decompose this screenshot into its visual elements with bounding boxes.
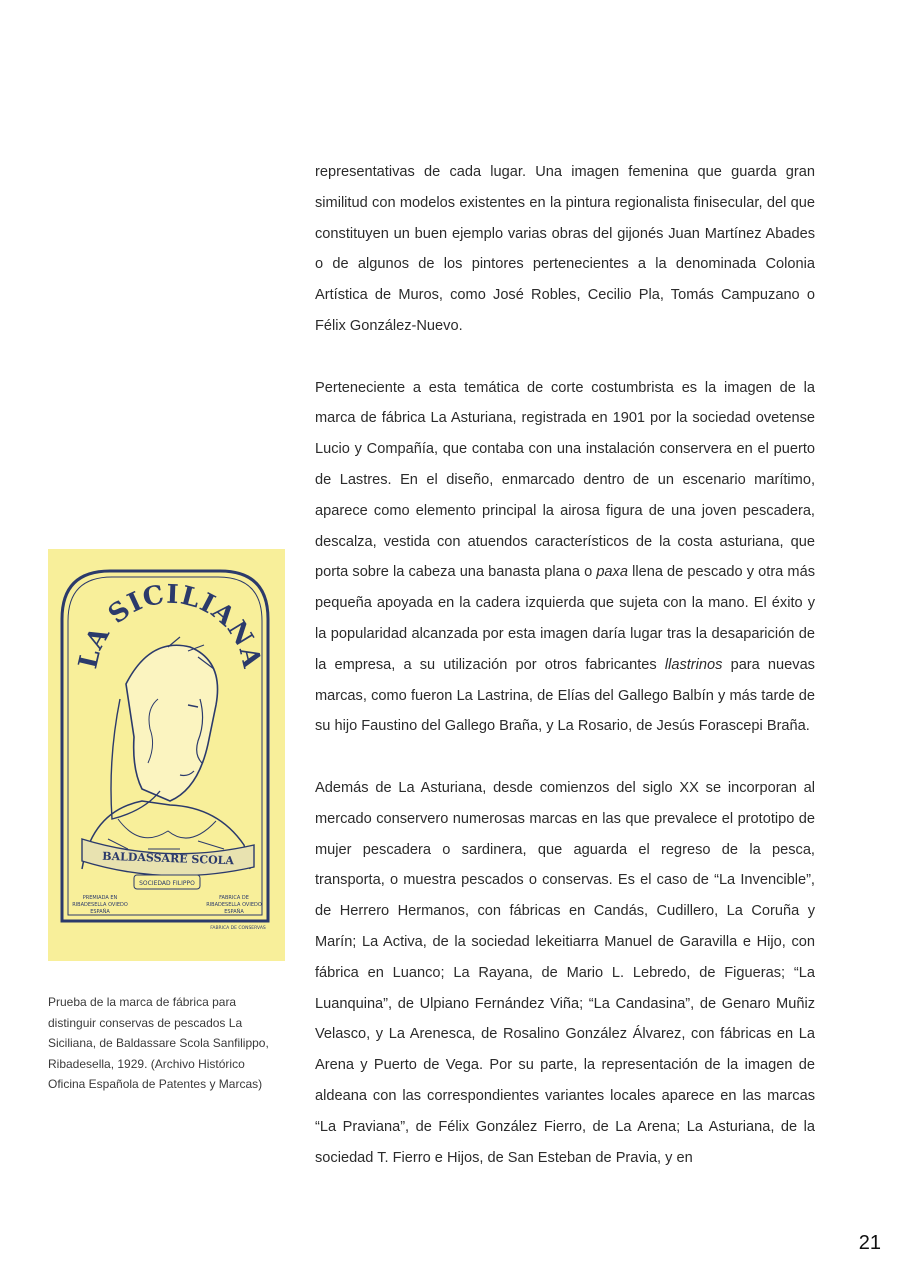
paragraph-2-emphasis-paxa: paxa [596, 564, 628, 581]
paragraph-2-part-3: para nuevas marcas, como fueron La Lastrina, de Elías del Gallego Balbín y más tarde de su hijo Faustino del Gallego Braña, y La Rosario, de Jesús Forascepi Braña. [315, 656, 815, 735]
figure-caption: Prueba de la marca de fábrica para distinguir conservas de pescados La Siciliana, de Baldassare Scola Sanfilippo, Ribadesella, 1929. (Archivo Histórico Oficina Española de Patentes y Marcas) [48, 995, 269, 1092]
bottom-label: FABRICA DE CONSERVAS [210, 926, 266, 931]
center-label: SOCIEDAD FILIPPO [139, 880, 195, 887]
trademark-label-image [48, 549, 285, 961]
left-label-line-2: RIBADESELLA OVIEDO [72, 902, 128, 908]
banner-text: BALDASSARE SCOLA [102, 849, 235, 868]
paragraph-1: representativas de cada lugar. Una imagen femenina que guarda gran similitud con modelos existentes en la pintura regionalista finisecular, del que constituyen un buen ejemplo varias obras del gijonés Juan Martínez Abades o de algunos de los pintores pertenecientes a la denominada Colonia Artística de Muros, como José Robles, Cecilio Pla, Tomás Campuzano o Félix González-Nuevo. [315, 164, 815, 334]
right-label-line-3: ESPAÑA [224, 909, 244, 915]
paragraph-3: Además de La Asturiana, desde comienzos del siglo XX se incorporan al mercado conservero numerosas marcas en las que prevalece el prototipo de mujer pescadera o sardinera, que aguarda el regreso de la pesca, transporta, o muestra pescados o conservas. Es el caso de “La Invencible”, de Herrero Hermanos, con fábricas en Candás, Cudillero, La Coruña y Marín; La Activa, de la sociedad lekeitiarra Manuel de Garavilla e Hijo, con fábrica en Luanco; La Rayana, de Mario L. Lebredo, de Figueras; “La Luanquina”, de Ulpiano Fernández Viña; “La Candasina”, de Genaro Muñiz Velasco, y La Arenesca, de Rosalino González Álvarez, con fábricas en La Arena y Puerto de Vega. Por su parte, la representación de la imagen de aldeana con las correspondientes variantes locales aparece en las marcas “La Praviana”, de Félix González Fierro, de La Arena; La Asturiana, de la sociedad T. Fierro e Hijos, de San Esteban de Pravia, y en [315, 779, 815, 1166]
right-label-line-1: FABRICA DE [219, 895, 249, 901]
left-label-line-1: PREMIADA EN [82, 895, 118, 901]
paragraph-2-part-1: Perteneciente a esta temática de corte costumbrista es la imagen de la marca de fábrica La Asturiana, registrada en 1901 por la sociedad ovetense Lucio y Compañía, que contaba con una instalación conservera en el puerto de Lastres. En el diseño, enmarcado dentro de un escenario marítimo, aparece como elemento principal la airosa figura de una joven pescadera, descalza, vestida con atuendos característicos de la costa asturiana, que porta sobre la cabeza una banasta plana o [315, 379, 815, 581]
paragraph-2-emphasis-llastrinos: llastrinos [664, 656, 723, 673]
body-text [315, 157, 815, 1204]
paragraph-2 [315, 373, 815, 743]
paragraph-2-part-2: llena de pescado y otra más pequeña apoyada en la cadera izquierda que sujeta con la mano. El éxito y la popularidad alcanzada por esta imagen daría lugar tras la desaparición de la empresa, a su utilización por otros fabricantes [315, 564, 815, 673]
right-label-line-2: RIBADESELLA OVIEDO [206, 902, 262, 908]
left-label-line-3: ESPAÑA [90, 909, 110, 915]
page-number: 21 [858, 1232, 881, 1254]
brand-title-path: LA SICILIANA [73, 579, 267, 672]
